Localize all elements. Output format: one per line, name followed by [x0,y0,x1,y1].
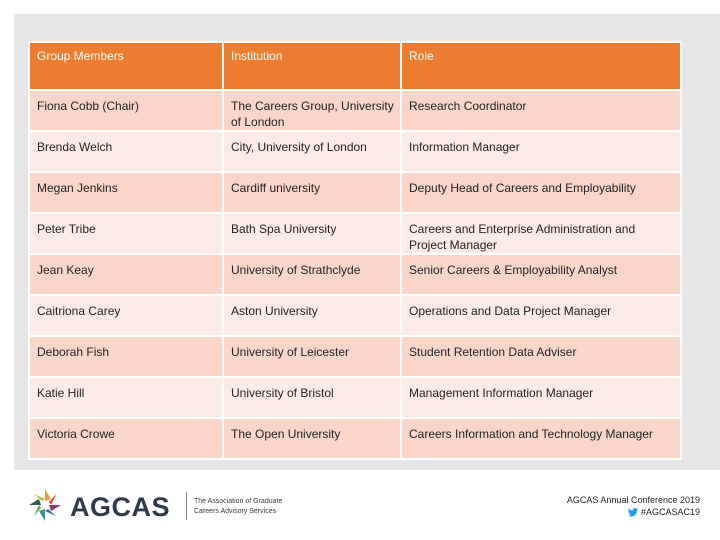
member-name: Jean Keay [29,254,223,295]
conference-hashtag: #AGCASAC19 [640,507,700,517]
member-name: Caitriona Carey [29,295,223,336]
member-institution: University of Bristol [223,377,401,418]
members-table [28,41,682,460]
member-institution: City, University of London [223,131,401,172]
table-row [29,295,681,336]
table-row [29,213,681,254]
table-row [29,90,681,131]
header-role: Role [401,42,681,90]
member-name: Peter Tribe [29,213,223,254]
member-institution: The Open University [223,418,401,459]
member-institution: Cardiff university [223,172,401,213]
member-institution: Bath Spa University [223,213,401,254]
member-role: Management Information Manager [401,377,681,418]
member-role: Operations and Data Project Manager [401,295,681,336]
table-row [29,377,681,418]
member-institution: Aston University [223,295,401,336]
member-name: Fiona Cobb (Chair) [29,90,223,131]
agcas-logo [28,488,288,524]
table-header-row [29,42,681,90]
header-group-members: Group Members [29,42,223,90]
member-role: Research Coordinator [401,90,681,131]
header-institution: Institution [223,42,401,90]
member-institution: University of Strathclyde [223,254,401,295]
agcas-tagline: The Association of Graduate Careers Advisory Services [194,498,283,515]
member-role: Student Retention Data Adviser [401,336,681,377]
member-name: Deborah Fish [29,336,223,377]
table-row [29,254,681,295]
table-row [29,336,681,377]
table-row [29,418,681,459]
member-name: Katie Hill [29,377,223,418]
member-role: Deputy Head of Careers and Employability [401,172,681,213]
agcas-wordmark: AGCAS [70,492,171,522]
table-row [29,131,681,172]
member-name: Megan Jenkins [29,172,223,213]
conference-hashtag-line [567,506,700,518]
member-role: Senior Careers & Employability Analyst [401,254,681,295]
conference-title: AGCAS Annual Conference 2019 [566,495,700,505]
conference-info [567,494,700,518]
member-role: Careers and Enterprise Administration and Project Manager [401,213,681,254]
member-role: Information Manager [401,131,681,172]
member-role: Careers Information and Technology Manager [401,418,681,459]
twitter-icon [628,508,638,517]
member-institution: University of Leicester [223,336,401,377]
logo-divider [186,492,187,520]
member-institution: The Careers Group, University of London [223,90,401,131]
member-name: Brenda Welch [29,131,223,172]
agcas-flower-icon [28,488,62,522]
table-row [29,172,681,213]
member-name: Victoria Crowe [29,418,223,459]
